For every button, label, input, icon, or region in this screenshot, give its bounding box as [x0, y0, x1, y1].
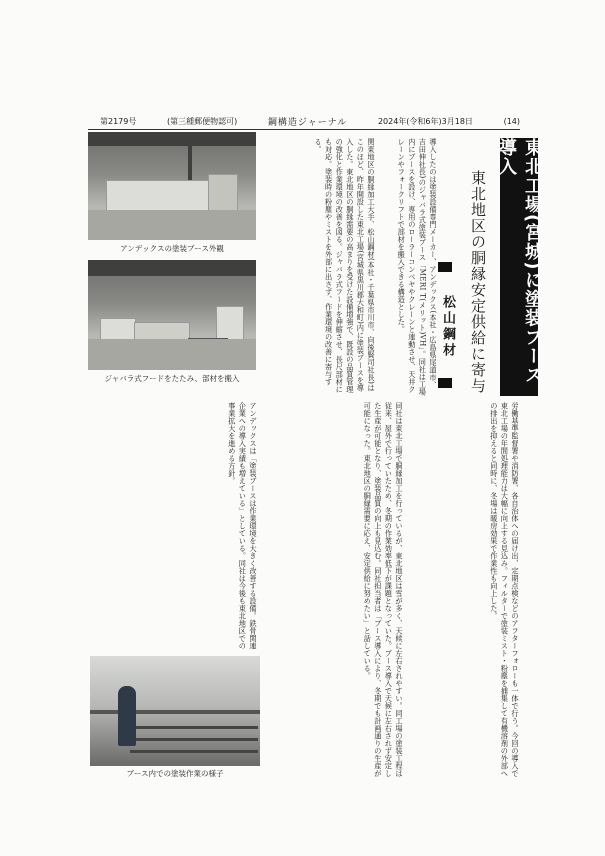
text-para: 東北地区の胴縁需要の高まりを受けた設備増強で、既設の品質管理の強化と作業環境の改善を図る。 [335, 138, 355, 393]
photo-painting-work [90, 656, 260, 766]
issue-number: 第2179号 [100, 116, 137, 126]
photo-caption-1: アンデックスの塗装ブース外観 [120, 244, 224, 253]
text-para: ブース導入で天候に左右されず安定した生産が可能となり、塗装品質の向上も見込む。 [373, 402, 394, 777]
text-para: 労働基準監督署や消防署、各自治体への届け出、定期点検などのアフターフォローも一体で行う。 [511, 402, 520, 732]
text-para: 関東地区の胴縁加工大手、松山鋼材(本社・千葉県市川市、向後賢司社長)はこのほど、昨年開設した東北工場(宮城県黒川郡大和町)内に塗装ブースを導入した。 [345, 138, 376, 392]
text-para: 塗装時の粉塵やミストを外部に出さず、作業環境の改善に寄与する。 [314, 138, 334, 386]
text-para: 同社は今後も東北地区での事業拡大を進める方針。 [227, 402, 248, 650]
photo-booth-folded [88, 260, 256, 370]
subheadline: 東北地区の胴縁安定供給に寄与 [469, 170, 487, 394]
text-para: 導入したのは塗装設備専門メーカー、アンデックス(本社・広島県尾道市、吉田伸社長)のジャバラ式塗装ブース「MERI T(メリット)VH」。 [418, 138, 438, 389]
issue-date: 2024年(令和6年)3月18日 [377, 116, 473, 126]
text-col-top-1 [380, 138, 438, 396]
photo-caption-3: ブース内での塗装作業の様子 [126, 769, 224, 778]
text-para: 今回の導入で東北工場の年間処理能力は大幅に向上する見込み。 [500, 402, 520, 777]
text-para: アンデックスは「塗装ブースは作業環境を大きく改善する設備。鉄骨関連企業への導入実績も増えている」としている。 [238, 402, 258, 650]
text-para: 同工場の塗装工程は従来、屋外で行っていたため、冬期の作業効率低下が課題となっていた。 [384, 402, 404, 777]
newspaper-name: 鋼構造ジャーナル [267, 117, 348, 128]
header-rule [88, 129, 520, 130]
company-marker-left [438, 262, 452, 272]
text-col-bottom-1 [410, 402, 520, 782]
page-header [100, 114, 520, 128]
text-para: 東北地区の胴縁需要に応え、安定供給に努めたい」と話している。 [363, 454, 373, 680]
text-para: フィルターで塗装ミスト・粉塵を捕集して有機溶剤の外部への排出を抑えると同時に、冬場は暖房効果で作業性も向上した。 [489, 402, 510, 777]
photo-booth-exterior [88, 132, 256, 240]
text-para: ジャバラ式フードを伸縮させ、長尺部材にも対応。 [324, 138, 345, 393]
text-para: 同社は工場内にブースを設け、専用のローラーコンベヤやクレーンと連動させ、天井クレーンやフォークリフトで部材を搬入できる構造とした。 [397, 138, 428, 396]
postal-permit: (第三種郵便物認可) [167, 116, 238, 126]
photo-caption-2: ジャバラ式フードをたたみ、部材を搬入 [104, 374, 240, 383]
company-name: 松山鋼材 [440, 295, 455, 359]
text-col-bottom-3 [88, 402, 258, 650]
text-col-top-2 [264, 138, 376, 396]
company-marker-right [438, 378, 452, 388]
headline: 東北工場(宮城)に塗装ブース導入 [500, 138, 538, 396]
text-col-bottom-2 [264, 402, 404, 782]
page-number: (14) [503, 116, 520, 126]
text-para: 同社は東北工場で胴縁加工を行っているが、東北地区は雪が多く、天候に左右されやすい。 [395, 402, 404, 710]
worker-figure [118, 686, 136, 746]
text-para: 同社担当者は「ブース導入により、冬期でも計画通りの生産が可能になった。 [363, 402, 383, 777]
